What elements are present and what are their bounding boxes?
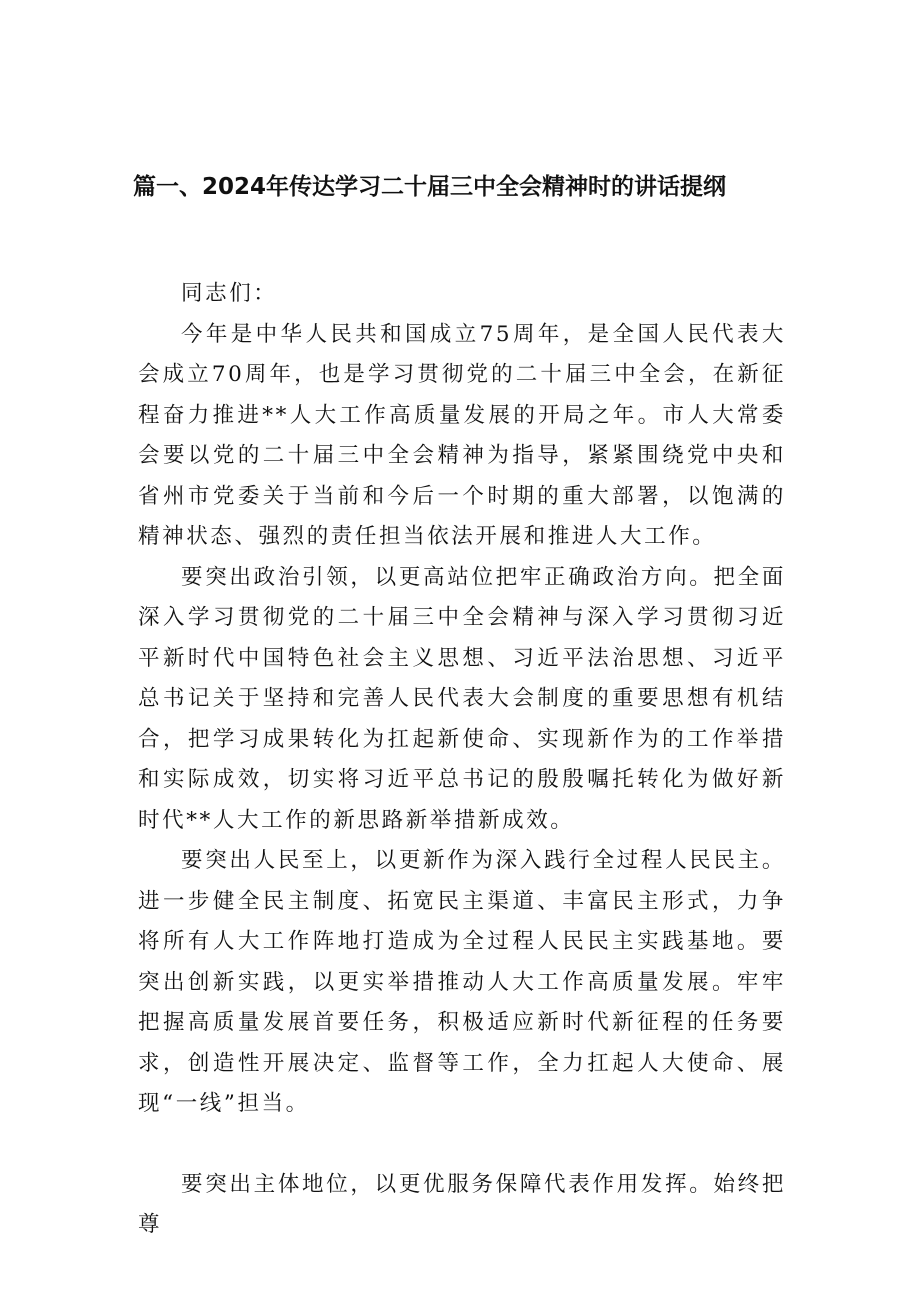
document-title: 篇一、2024年传达学习二十届三中全会精神时的讲话提纲 bbox=[133, 174, 727, 200]
paragraph: 要突出主体地位，以更优服务保障代表作用发挥。始终把尊 bbox=[138, 1171, 786, 1237]
paragraph: 要突出政治引领，以更高站位把牢正确政治方向。把全面深入学习贯彻党的二十届三中全会精神与深入学习贯彻习近平新时代中国特色社会主义思想、习近平法治思想、习近平总书记关于坚持和完善人民代表大会制度的重要思想有机结合，把学习成果转化为扛起新使命、实现新作为的工作举措和实际成效，切实将习近平总书记的殷殷嘱托转化为做好新时代**人大工作的新思路新举措新成效。 bbox=[138, 564, 786, 833]
document-body bbox=[138, 274, 786, 1246]
paragraph: 要突出人民至上，以更新作为深入践行全过程人民民主。进一步健全民主制度、拓宽民主渠道、丰富民主形式，力争将所有人大工作阵地打造成为全过程人民民主实践基地。要突出创新实践，以更实举措推动人大工作高质量发展。牢牢把握高质量发展首要任务，积极适应新时代新征程的任务要求，创造性开展决定、监督等工作，全力扛起人大使命、展现“一线”担当。 bbox=[138, 848, 786, 1116]
paragraph: 今年是中华人民共和国成立75周年，是全国人民代表大会成立70周年，也是学习贯彻党的二十届三中全会，在新征程奋力推进**人大工作高质量发展的开局之年。市人大常委会要以党的二十届三中全会精神为指导，紧紧围绕党中央和省州市党委关于当前和今后一个时期的重大部署，以饱满的精神状态、强烈的责任担当依法开展和推进人大工作。 bbox=[138, 321, 786, 549]
greeting: 同志们： bbox=[181, 281, 278, 306]
